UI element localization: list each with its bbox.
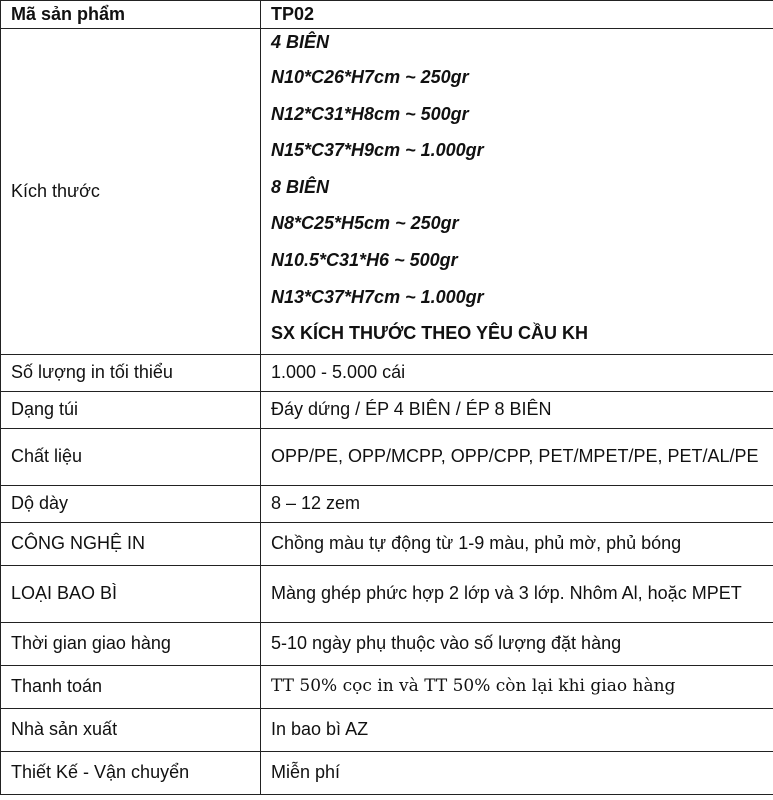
table-row — [1, 428, 773, 485]
row-value: Đáy dứng / ÉP 4 BIÊN / ÉP 8 BIÊN — [261, 391, 773, 428]
size-line: N8*C25*H5cm ~ 250gr — [271, 213, 459, 234]
row-label: Thời gian giao hàng — [1, 622, 261, 665]
row-value: 5-10 ngày phụ thuộc vào số lượng đặt hàng — [261, 622, 773, 665]
row-value: Chồng màu tự động từ 1-9 màu, phủ mờ, phủ bóng — [261, 522, 773, 565]
row-label: Dộ dày — [1, 485, 261, 522]
row-value: 1.000 - 5.000 cái — [261, 354, 773, 391]
size-line: N10*C26*H7cm ~ 250gr — [271, 67, 469, 87]
table-row — [1, 29, 773, 355]
row-label: Số lượng in tối thiểu — [1, 354, 261, 391]
size-line: 8 BIÊN — [271, 176, 330, 197]
size-values — [261, 29, 773, 355]
product-code-value: TP02 — [261, 1, 773, 29]
row-label: LOẠI BAO BÌ — [1, 565, 261, 622]
table-row — [1, 391, 773, 428]
table-row — [1, 1, 773, 29]
table-row — [1, 354, 773, 391]
row-label: CÔNG NGHỆ IN — [1, 522, 261, 565]
size-line: SX KÍCH THƯỚC THEO YÊU CẦU KH — [271, 323, 588, 344]
table-row — [1, 622, 773, 665]
table-row — [1, 565, 773, 622]
size-line: N12*C31*H8cm ~ 500gr — [271, 103, 469, 124]
row-value: In bao bì AZ — [261, 708, 773, 751]
row-value: TT 50% cọc in và TT 50% còn lại khi giao hàng — [261, 665, 773, 708]
row-label: Thanh toán — [1, 665, 261, 708]
row-label: Dạng túi — [1, 391, 261, 428]
row-value: OPP/PE, OPP/MCPP, OPP/CPP, PET/MPET/PE, PET/AL/PE — [261, 428, 773, 485]
row-label: Thiết Kế - Vận chuyển — [1, 751, 261, 794]
table-row — [1, 485, 773, 522]
row-label: Chất liệu — [1, 428, 261, 485]
size-label: Kích thước — [1, 29, 261, 355]
row-value: Màng ghép phức hợp 2 lớp và 3 lớp. Nhôm Al, hoặc MPET — [261, 565, 773, 622]
table-row — [1, 522, 773, 565]
size-line: N10.5*C31*H6 ~ 500gr — [271, 249, 458, 270]
table-row — [1, 751, 773, 794]
product-code-label: Mã sản phẩm — [1, 1, 261, 29]
row-value: Miễn phí — [261, 751, 773, 794]
table-row — [1, 665, 773, 708]
table-row — [1, 708, 773, 751]
size-line: N13*C37*H7cm ~ 1.000gr — [271, 286, 484, 307]
row-label: Nhà sản xuất — [1, 708, 261, 751]
row-value: 8 – 12 zem — [261, 485, 773, 522]
size-line: 4 BIÊN — [271, 32, 330, 52]
size-line: N15*C37*H9cm ~ 1.000gr — [271, 140, 484, 161]
